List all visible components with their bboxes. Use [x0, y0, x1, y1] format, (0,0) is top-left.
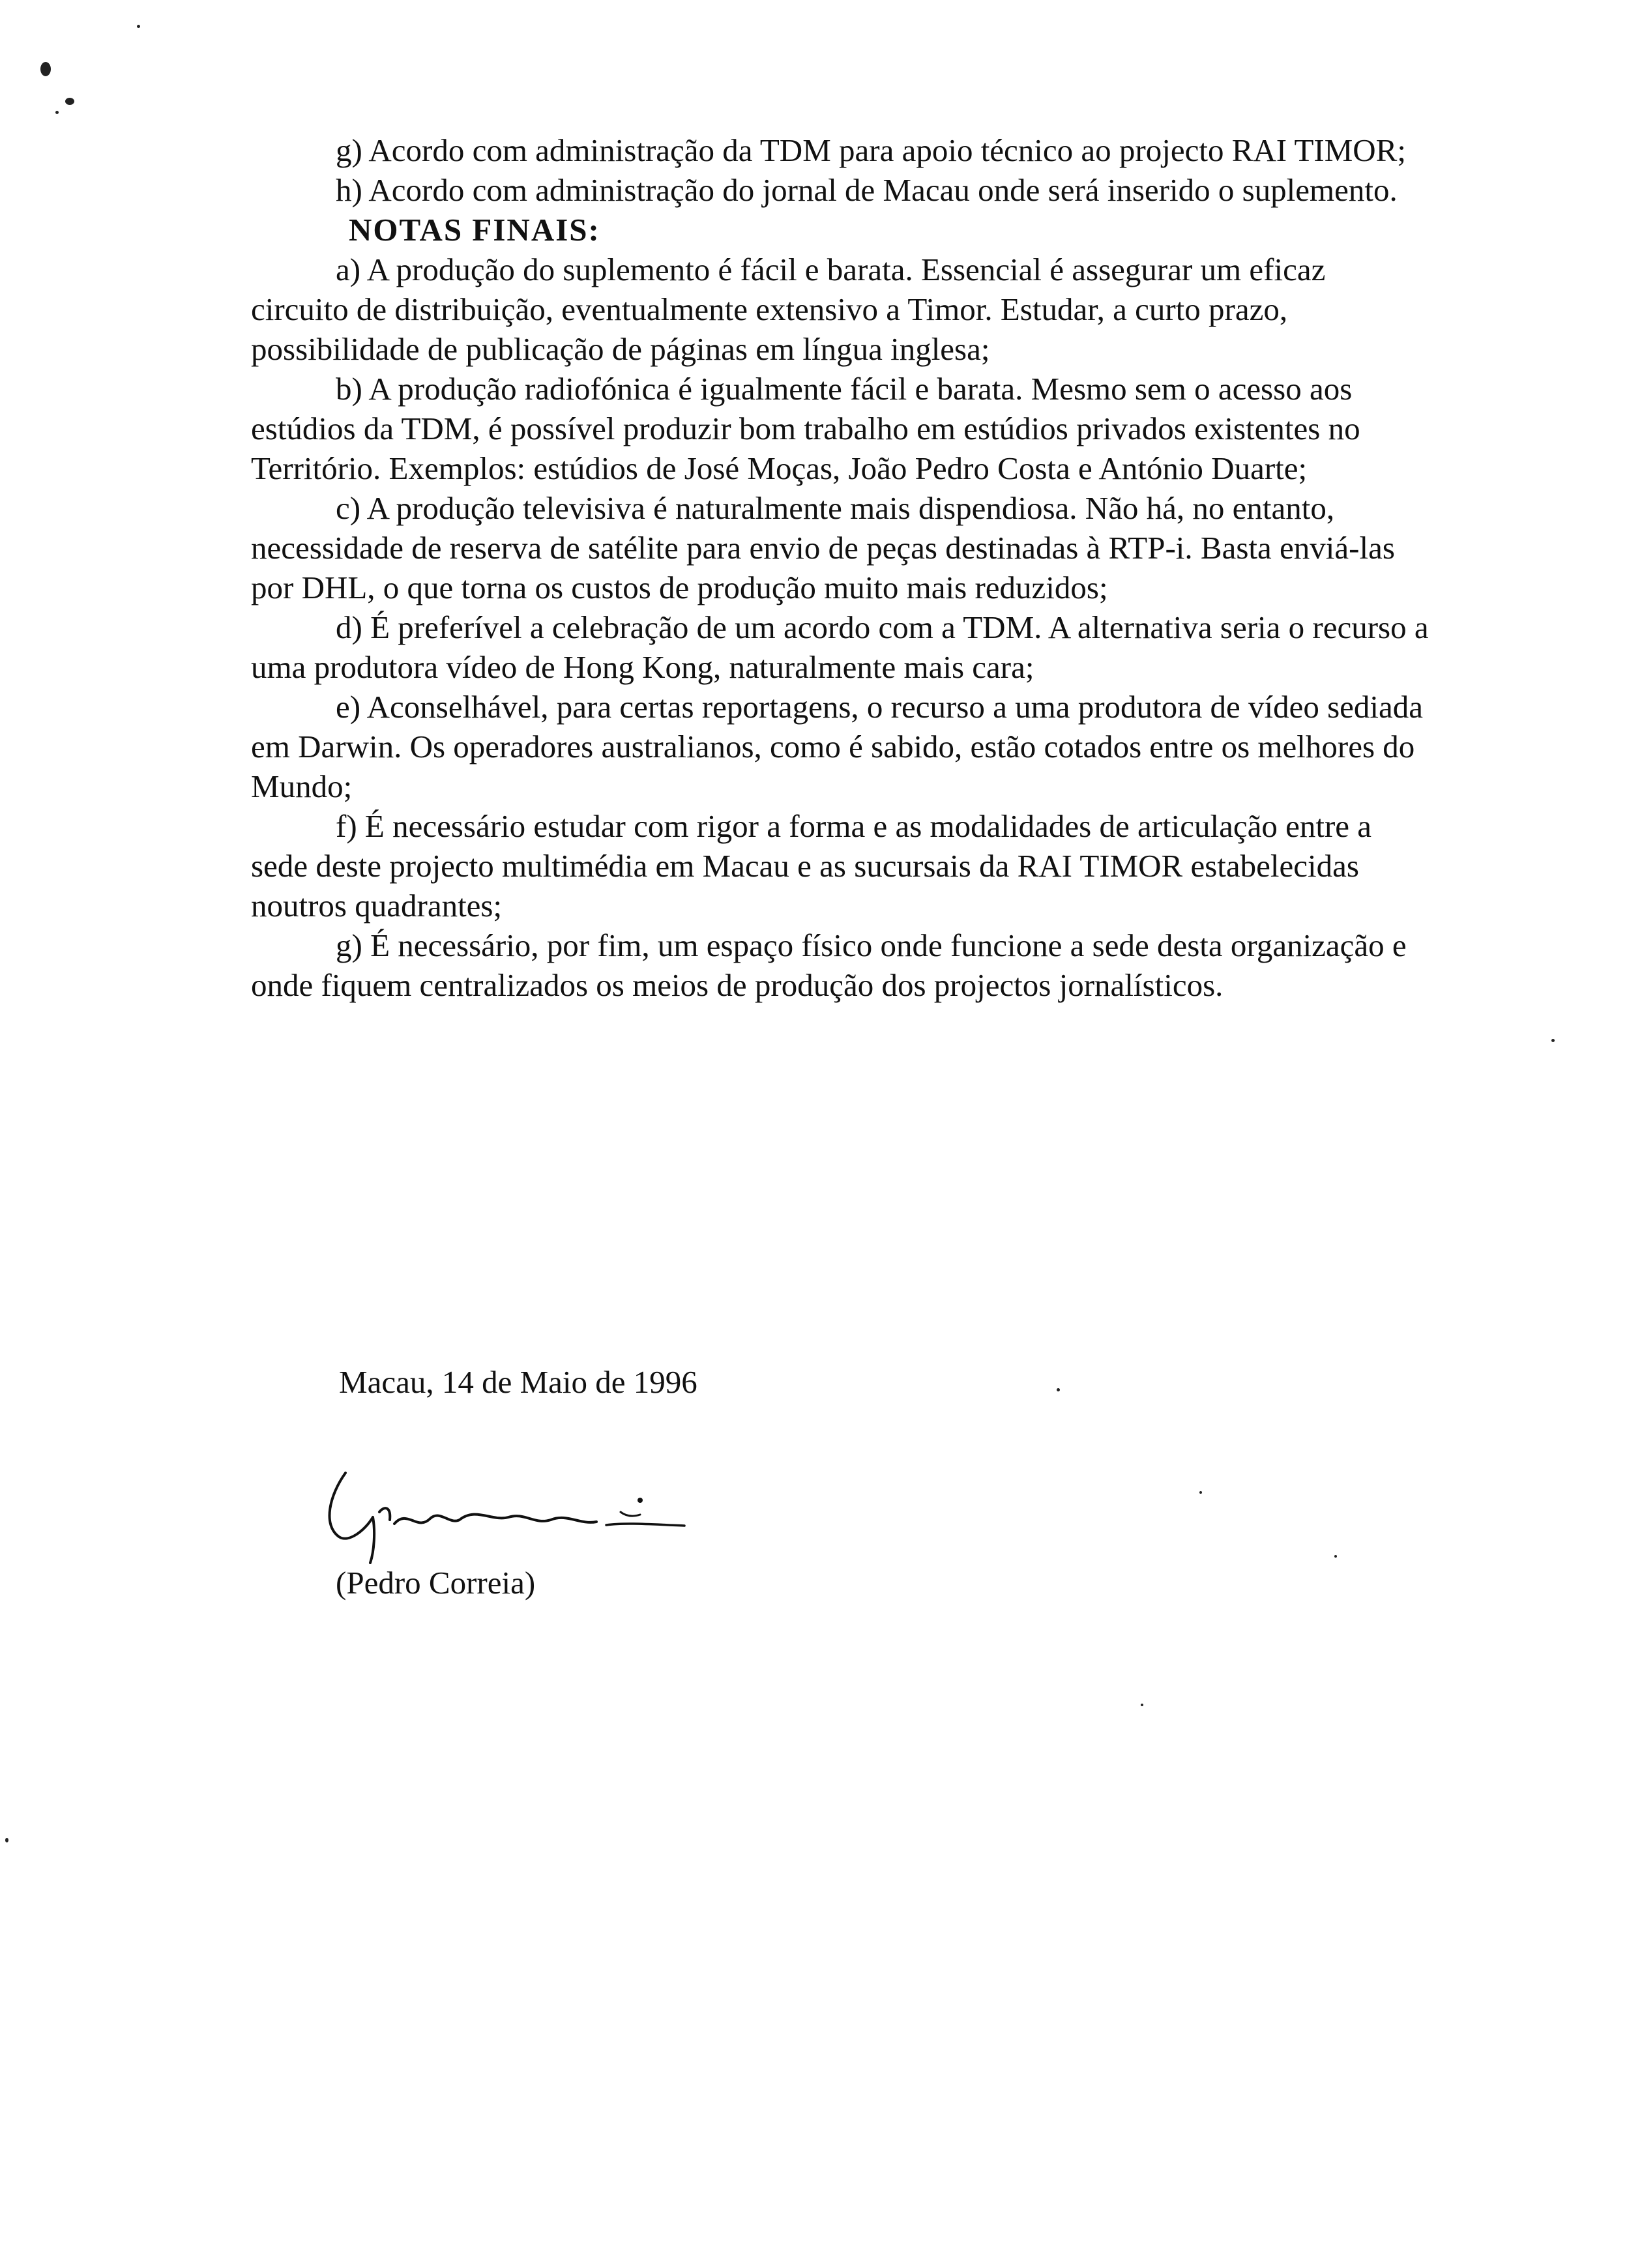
- paragraph-h-newspaper-agreement: h) Acordo com administração do jornal de Macau onde será inserido o suplemento.: [336, 172, 1398, 208]
- scan-speck: [1199, 1491, 1202, 1494]
- scan-speck: [137, 25, 140, 28]
- section-heading: NOTAS FINAIS:: [349, 212, 600, 248]
- scan-speck: [65, 98, 74, 105]
- note-f: f) É necessário estudar com rigor a forma e as modalidades de articulação entre a sede deste projecto multimédia em Macau e as sucursais da RAI TIMOR estabelecidas noutros quadrantes;: [251, 808, 1372, 923]
- paragraph-g-tdm-agreement: g) Acordo com administração da TDM para apoio técnico ao projecto RAI TIMOR;: [336, 132, 1406, 168]
- note-b: b) A produção radiofónica é igualmente fácil e barata. Mesmo sem o acesso aos estúdios da TDM, é possível produzir bom trabalho em estúdios privados existentes no Território. Exemplos: estúdios de José Moças, João Pedro Costa e António Duarte;: [251, 371, 1360, 486]
- scan-speck: [40, 62, 51, 76]
- scan-speck: [5, 1838, 8, 1842]
- note-g: g) É necessário, por fim, um espaço físico onde funcione a sede desta organização e onde fiquem centralizados os meios de produção dos projectos jornalísticos.: [251, 927, 1407, 1003]
- scan-speck: [1141, 1704, 1143, 1706]
- scan-speck: [1057, 1388, 1060, 1391]
- note-a: a) A produção do suplemento é fácil e barata. Essencial é assegurar um eficaz circuito de distribuição, eventualmente extensivo a Timor. Estudar, a curto prazo, possibilidade de publicação de páginas em língua inglesa;: [251, 252, 1326, 367]
- document-body: [251, 130, 1431, 1005]
- scan-speck: [1551, 1039, 1555, 1042]
- note-e: e) Aconselhável, para certas reportagens, o recurso a uma produtora de vídeo sediada em Darwin. Os operadores australianos, como é sabido, estão cotados entre os melhores do Mundo;: [251, 689, 1424, 804]
- scan-speck: [55, 111, 59, 114]
- handwritten-signature: [319, 1460, 711, 1564]
- note-d: d) É preferível a celebração de um acordo com a TDM. A alternativa seria o recurso a uma produtora vídeo de Hong Kong, naturalmente mais cara;: [251, 609, 1429, 685]
- note-c: c) A produção televisiva é naturalmente mais dispendiosa. Não há, no entanto, necessidade de reserva de satélite para envio de peças destinadas à RTP-i. Basta enviá-las por DHL, o que torna os custos de produção muito mais reduzidos;: [251, 490, 1395, 605]
- place-date: Macau, 14 de Maio de 1996: [339, 1364, 697, 1400]
- scan-speck: [1334, 1555, 1337, 1558]
- signer-name: (Pedro Correia): [336, 1565, 536, 1601]
